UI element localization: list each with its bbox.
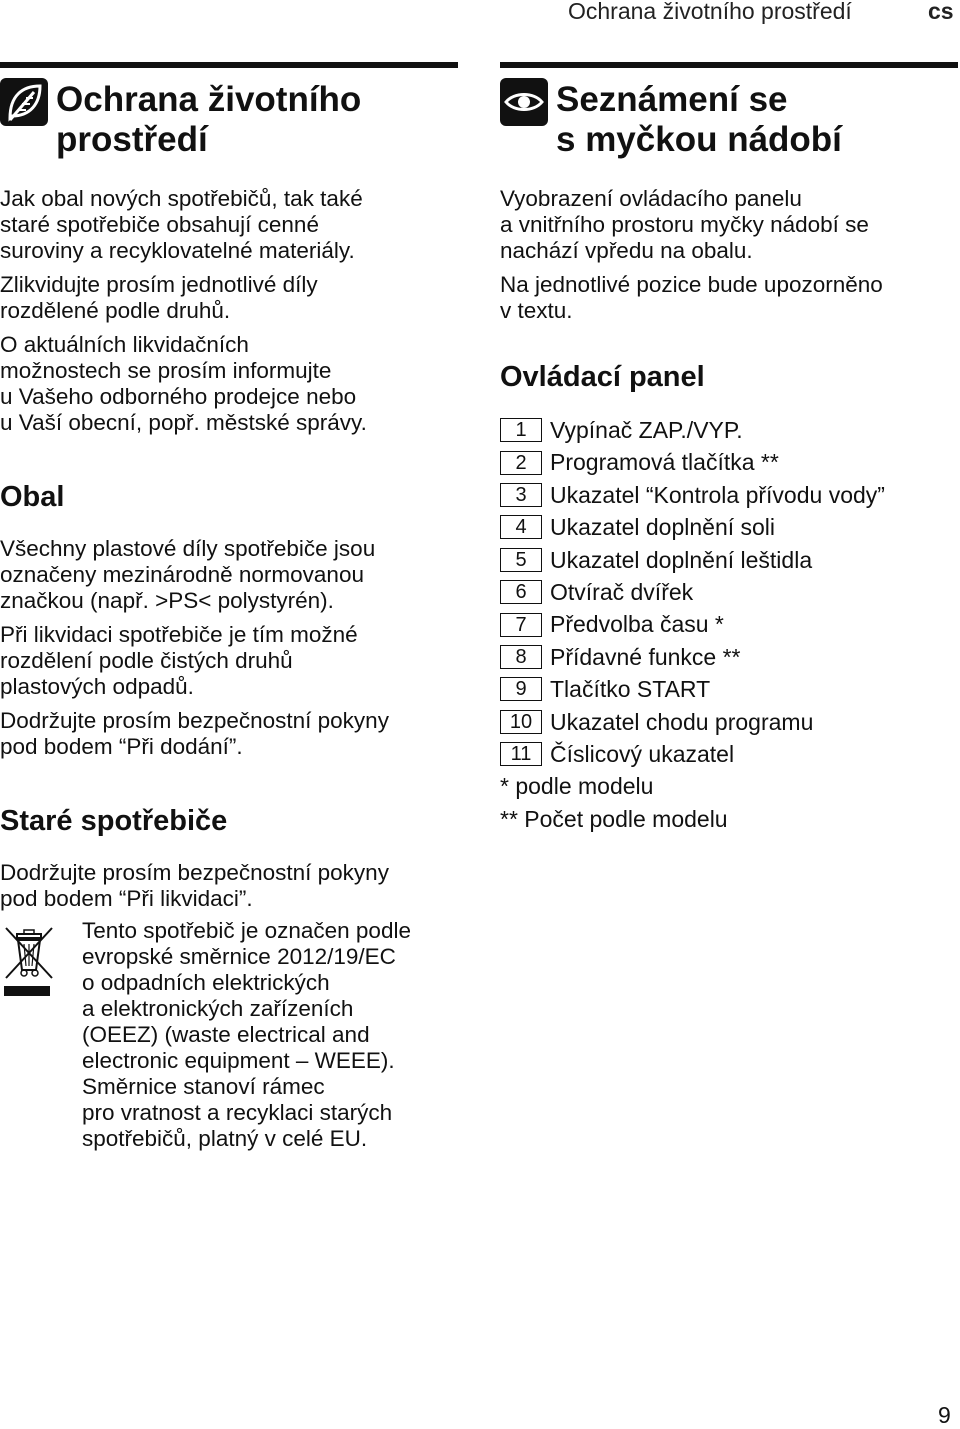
item-label: Přídavné funkce ** (550, 643, 741, 670)
control-panel-item (500, 641, 958, 673)
item-label: Číslicový ukazatel (550, 740, 735, 767)
control-panel-item (500, 738, 958, 770)
crossed-out-bin-icon (4, 924, 54, 1004)
item-number-box: 6 (500, 580, 542, 604)
text-line: staré spotřebiče obsahují cenné (0, 212, 319, 237)
paragraph (500, 186, 958, 264)
weee-notice (0, 918, 470, 1152)
title-line: Ochrana životního (56, 80, 362, 119)
item-label: Ukazatel doplnění soli (550, 514, 776, 541)
text-line: Tento spotřebič je označen podle (82, 918, 411, 943)
text-line: suroviny a recyklovatelné materiály. (0, 238, 355, 263)
control-panel-item (500, 446, 958, 478)
text-line: značkou (např. >PS< polystyrén). (0, 588, 334, 613)
left-column (0, 62, 458, 920)
paragraph (0, 622, 458, 700)
text-line: Jak obal nových spotřebičů, tak také (0, 186, 363, 211)
item-label: Ukazatel chodu programu (550, 708, 814, 735)
text-line: a vnitřního prostoru myčky nádobí se (500, 212, 869, 237)
control-panel-item (500, 511, 958, 543)
text-line: pod bodem “Při likvidaci”. (0, 886, 253, 911)
item-number-box: 7 (500, 613, 542, 637)
control-panel-item (500, 673, 958, 705)
control-panel-list (500, 414, 958, 770)
paragraph (0, 186, 458, 264)
control-panel-item (500, 479, 958, 511)
paragraph (500, 272, 958, 324)
paragraph (0, 536, 458, 614)
leaf-icon (0, 78, 48, 126)
text-line: Všechny plastové díly spotřebiče jsou (0, 536, 376, 561)
item-label: Předvolba času * (550, 611, 724, 638)
item-number-box: 5 (500, 548, 542, 572)
text-line: o odpadních elektrických (82, 970, 330, 995)
item-number-box: 1 (500, 418, 542, 442)
item-label: Otvírač dvířek (550, 578, 694, 605)
item-label: Tlačítko START (550, 676, 711, 703)
text-line: rozdělené podle druhů. (0, 298, 231, 323)
text-line: Při likvidaci spotřebiče je tím možné (0, 622, 358, 647)
item-number-box: 11 (500, 742, 542, 766)
control-panel-item (500, 608, 958, 640)
section-title-environment (0, 74, 458, 164)
title-line: prostředí (56, 120, 208, 159)
control-panel-item (500, 414, 958, 446)
paragraph (0, 272, 458, 324)
text-line: pod bodem “Při dodání”. (0, 734, 243, 759)
item-number-box: 8 (500, 645, 542, 669)
text-line: označeny mezinárodně normovanou (0, 562, 364, 587)
section-rule (0, 62, 458, 68)
text-line: plastových odpadů. (0, 674, 194, 699)
section-title-getting-to-know (500, 74, 958, 164)
text-line: O aktuálních likvidačních (0, 332, 249, 357)
text-line: rozdělení podle čistých druhů (0, 648, 293, 673)
item-number-box: 2 (500, 451, 542, 475)
text-line: Zlikvidujte prosím jednotlivé díly (0, 272, 318, 297)
text-line: evropské směrnice 2012/19/EC (82, 944, 396, 969)
text-line: a elektronických zařízeních (82, 996, 354, 1021)
text-line: u Vašeho odborného prodejce nebo (0, 384, 357, 409)
text-line: (OEEZ) (waste electrical and (82, 1022, 370, 1047)
item-number-box: 3 (500, 483, 542, 507)
page-number: 9 (938, 1402, 951, 1428)
paragraph (0, 332, 458, 436)
text-line: možnostech se prosím informujte (0, 358, 332, 383)
paragraph (0, 860, 458, 912)
footnote: * podle modelu (500, 773, 654, 800)
item-number-box: 9 (500, 677, 542, 701)
item-label: Ukazatel doplnění leštidla (550, 546, 813, 573)
text-line: Dodržujte prosím bezpečnostní pokyny (0, 860, 389, 885)
footnote: ** Počet podle modelu (500, 805, 728, 832)
eye-icon (500, 78, 548, 126)
text-line: Směrnice stanoví rámec (82, 1074, 325, 1099)
control-panel-item (500, 706, 958, 738)
item-number-box: 4 (500, 515, 542, 539)
title-line: Seznámení se (556, 80, 788, 119)
heading-obal: Obal (0, 481, 65, 513)
text-line: Dodržujte prosím bezpečnostní pokyny (0, 708, 389, 733)
text-line: pro vratnost a recyklaci starých (82, 1100, 393, 1125)
section-rule (500, 62, 958, 68)
text-line: electronic equipment – WEEE). (82, 1048, 395, 1073)
control-panel-item (500, 544, 958, 576)
paragraph (0, 708, 458, 760)
right-column (500, 62, 958, 835)
text-line: Vyobrazení ovládacího panelu (500, 186, 802, 211)
text-line: u Vaší obecní, popř. městské správy. (0, 410, 367, 435)
text-line: Na jednotlivé pozice bude upozorněno (500, 272, 883, 297)
heading-control-panel: Ovládací panel (500, 361, 705, 393)
item-number-box: 10 (500, 710, 542, 734)
running-header: Ochrana životního prostředí (568, 0, 852, 24)
item-label: Vypínač ZAP./VYP. (550, 417, 743, 443)
item-label: Programová tlačítka ** (550, 449, 779, 476)
item-label: Ukazatel “Kontrola přívodu vody” (550, 481, 885, 508)
text-line: v textu. (500, 298, 573, 323)
control-panel-item (500, 576, 958, 608)
heading-old-appliances: Staré spotřebiče (0, 805, 228, 837)
language-code: cs (928, 0, 954, 24)
title-line: s myčkou nádobí (556, 120, 842, 159)
text-line: nachází vpředu na obalu. (500, 238, 753, 263)
text-line: spotřebičů, platný v celé EU. (82, 1126, 368, 1151)
